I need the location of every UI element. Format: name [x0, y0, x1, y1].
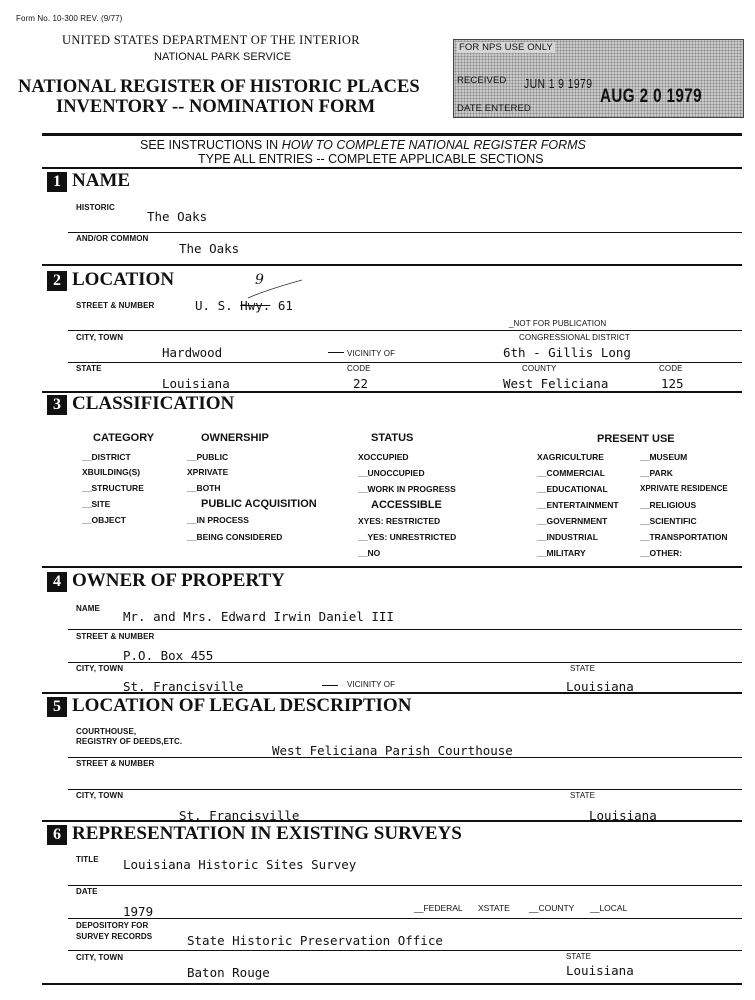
- owner-city-row: [68, 674, 742, 693]
- rule: [42, 983, 742, 985]
- legal-city-row: [68, 802, 742, 821]
- ownership-both: __BOTH: [187, 483, 221, 493]
- use-agriculture: XAGRICULTURE: [537, 452, 604, 462]
- rule: [42, 167, 742, 169]
- rule: [68, 629, 742, 630]
- use-park: __PARK: [640, 468, 673, 478]
- form-number: Form No. 10-300 REV. (9/77): [16, 14, 123, 23]
- legal-city-label: CITY, TOWN: [76, 791, 124, 800]
- section-number: 2: [47, 271, 67, 291]
- form-title-line2: INVENTORY -- NOMINATION FORM: [56, 97, 376, 117]
- common-label: AND/OR COMMON: [76, 234, 149, 243]
- section-number: 3: [47, 395, 67, 415]
- rule: [68, 757, 742, 758]
- owner-state-label: STATE: [570, 664, 596, 673]
- nps-use-box: [453, 39, 744, 118]
- county-value: West Feliciana: [503, 376, 609, 391]
- use-other: __OTHER:: [640, 548, 683, 558]
- status-work-in-progress: __WORK IN PROGRESS: [358, 484, 456, 494]
- legal-street-label: STREET & NUMBER: [76, 759, 155, 768]
- common-name: The Oaks: [179, 241, 240, 256]
- department-name: UNITED STATES DEPARTMENT OF THE INTERIOR: [62, 33, 360, 47]
- survey-records-label: SURVEY RECORDS: [76, 932, 153, 941]
- survey-county: __COUNTY: [529, 903, 575, 913]
- rule: [68, 330, 742, 331]
- city-label: CITY, TOWN: [76, 333, 124, 342]
- vicinity-label: VICINITY OF: [347, 349, 396, 358]
- survey-city: Baton Rouge: [187, 965, 270, 980]
- section-title-location: LOCATION: [72, 269, 175, 290]
- use-transportation: __TRANSPORTATION: [640, 532, 728, 542]
- street-value: U. S. Hwy. 61: [195, 298, 293, 313]
- instructions-line1: SEE INSTRUCTIONS IN HOW TO COMPLETE NATIONAL REGISTER FORMS: [140, 138, 586, 152]
- rule: [68, 232, 742, 233]
- category-district: __DISTRICT: [82, 452, 131, 462]
- handwritten-correction: 9: [255, 272, 264, 288]
- use-industrial: __INDUSTRIAL: [537, 532, 598, 542]
- use-entertainment: __ENTERTAINMENT: [537, 500, 619, 510]
- use-government: __GOVERNMENT: [537, 516, 608, 526]
- owner-city-label: CITY, TOWN: [76, 664, 124, 673]
- depository-label: DEPOSITORY FOR: [76, 921, 149, 930]
- owner-city: St. Francisville: [123, 679, 244, 693]
- category-object: __OBJECT: [82, 515, 126, 525]
- instructions-line2: TYPE ALL ENTRIES -- COMPLETE APPLICABLE SECTIONS: [198, 152, 544, 166]
- county-label: COUNTY: [522, 364, 557, 373]
- owner-name: Mr. and Mrs. Edward Irwin Daniel III: [123, 609, 394, 624]
- section-title-name: NAME: [72, 170, 131, 191]
- state-label: STATE: [76, 364, 102, 373]
- legal-state-label: STATE: [570, 791, 596, 800]
- accessible-yes-unrestricted: __YES: UNRESTRICTED: [358, 532, 457, 542]
- state-row-values: [68, 372, 742, 392]
- acquisition-being-considered: __BEING CONSIDERED: [187, 532, 283, 542]
- status-occupied: XOCCUPIED: [358, 452, 409, 462]
- survey-state-label: STATE: [566, 952, 592, 961]
- rule: [68, 950, 742, 951]
- survey-date: 1979: [123, 904, 154, 919]
- present-use-header: PRESENT USE: [597, 433, 675, 445]
- rule: [42, 566, 742, 568]
- date-entered-value: AUG 2 0 1979: [600, 86, 702, 107]
- section-title-owner: OWNER OF PROPERTY: [72, 570, 285, 591]
- acquisition-in-process: __IN PROCESS: [187, 515, 249, 525]
- code-label: CODE: [347, 364, 371, 373]
- ownership-public: __PUBLIC: [187, 452, 229, 462]
- use-educational: __EDUCATIONAL: [537, 484, 608, 494]
- section-number: 6: [47, 825, 67, 845]
- owner-vicinity-label: VICINITY OF: [347, 680, 396, 689]
- county-code-value: 125: [661, 376, 684, 391]
- status-unoccupied: __UNOCCUPIED: [358, 468, 425, 478]
- registry-label: REGISTRY OF DEEDS,ETC.: [76, 737, 183, 746]
- rule: [68, 918, 742, 919]
- rule: [42, 264, 742, 266]
- category-header: CATEGORY: [93, 432, 155, 444]
- form-title-line1: NATIONAL REGISTER OF HISTORIC PLACES: [18, 77, 420, 97]
- congressional-district-label: CONGRESSIONAL DISTRICT: [519, 333, 630, 342]
- county-code-label: CODE: [659, 364, 683, 373]
- congressional-district: 6th - Gillis Long: [503, 345, 631, 360]
- handwritten-stroke: [246, 278, 306, 300]
- survey-title: Louisiana Historic Sites Survey: [123, 857, 357, 872]
- survey-state-value: Louisiana: [566, 963, 634, 978]
- status-header: STATUS: [371, 432, 414, 444]
- use-military: __MILITARY: [537, 548, 586, 558]
- rule: [42, 133, 742, 136]
- category-structure: __STRUCTURE: [82, 483, 144, 493]
- received-label: RECEIVED: [457, 75, 507, 86]
- rule: [68, 885, 742, 886]
- depository-value: State Historic Preservation Office: [187, 933, 443, 948]
- use-commercial: __COMMERCIAL: [537, 468, 606, 478]
- section-title-surveys: REPRESENTATION IN EXISTING SURVEYS: [72, 823, 462, 844]
- code-value: 22: [353, 376, 369, 391]
- use-scientific: __SCIENTIFIC: [640, 516, 697, 526]
- received-date: JUN 1 9 1979: [524, 76, 593, 91]
- service-name: NATIONAL PARK SERVICE: [154, 51, 292, 63]
- courthouse-value: West Feliciana Parish Courthouse: [272, 743, 513, 758]
- state-value: Louisiana: [162, 376, 230, 391]
- historic-label: HISTORIC: [76, 203, 115, 212]
- street-label: STREET & NUMBER: [76, 301, 155, 310]
- owner-street-label: STREET & NUMBER: [76, 632, 155, 641]
- rule: [68, 789, 742, 790]
- survey-federal: __FEDERAL: [414, 903, 463, 913]
- use-religious: __RELIGIOUS: [640, 500, 697, 510]
- section-title-classification: CLASSIFICATION: [72, 393, 235, 414]
- accessible-header: ACCESSIBLE: [371, 499, 442, 511]
- section-title-legal: LOCATION OF LEGAL DESCRIPTION: [72, 695, 412, 716]
- rule: [68, 362, 742, 363]
- category-buildings: XBUILDING(S): [82, 467, 141, 477]
- owner-name-label: NAME: [76, 604, 100, 613]
- section-number: 4: [47, 572, 67, 592]
- section-number: 5: [47, 697, 67, 717]
- owner-street: P.O. Box 455: [123, 648, 214, 663]
- use-private-residence: XPRIVATE RESIDENCE: [640, 484, 728, 493]
- accessible-yes-restricted: XYES: RESTRICTED: [358, 516, 441, 526]
- legal-city: St. Francisville: [179, 808, 300, 821]
- legal-state: Louisiana: [589, 808, 657, 821]
- survey-title-label: TITLE: [76, 855, 99, 864]
- ownership-header: OWNERSHIP: [201, 432, 269, 444]
- ownership-private: XPRIVATE: [187, 467, 229, 477]
- survey-local: __LOCAL: [590, 903, 628, 913]
- vicinity-blank: [322, 685, 338, 686]
- city-value: Hardwood: [162, 345, 223, 360]
- vicinity-blank: [328, 352, 344, 353]
- acquisition-header: PUBLIC ACQUISITION: [201, 498, 317, 510]
- category-site: __SITE: [82, 499, 111, 509]
- survey-date-label: DATE: [76, 887, 98, 896]
- nps-label: FOR NPS USE ONLY: [459, 42, 553, 53]
- rule: [42, 692, 742, 694]
- section-number: 1: [47, 172, 67, 192]
- owner-state: Louisiana: [566, 679, 634, 693]
- not-for-publication: _NOT FOR PUBLICATION: [509, 319, 607, 328]
- courthouse-label: COURTHOUSE,: [76, 727, 137, 736]
- accessible-no: __NO: [358, 548, 381, 558]
- survey-state: XSTATE: [478, 903, 510, 913]
- rule: [42, 820, 742, 822]
- date-entered-label: DATE ENTERED: [457, 103, 531, 114]
- survey-city-label: CITY, TOWN: [76, 953, 124, 962]
- rule: [68, 662, 742, 663]
- use-museum: __MUSEUM: [640, 452, 688, 462]
- historic-name: The Oaks: [147, 209, 208, 224]
